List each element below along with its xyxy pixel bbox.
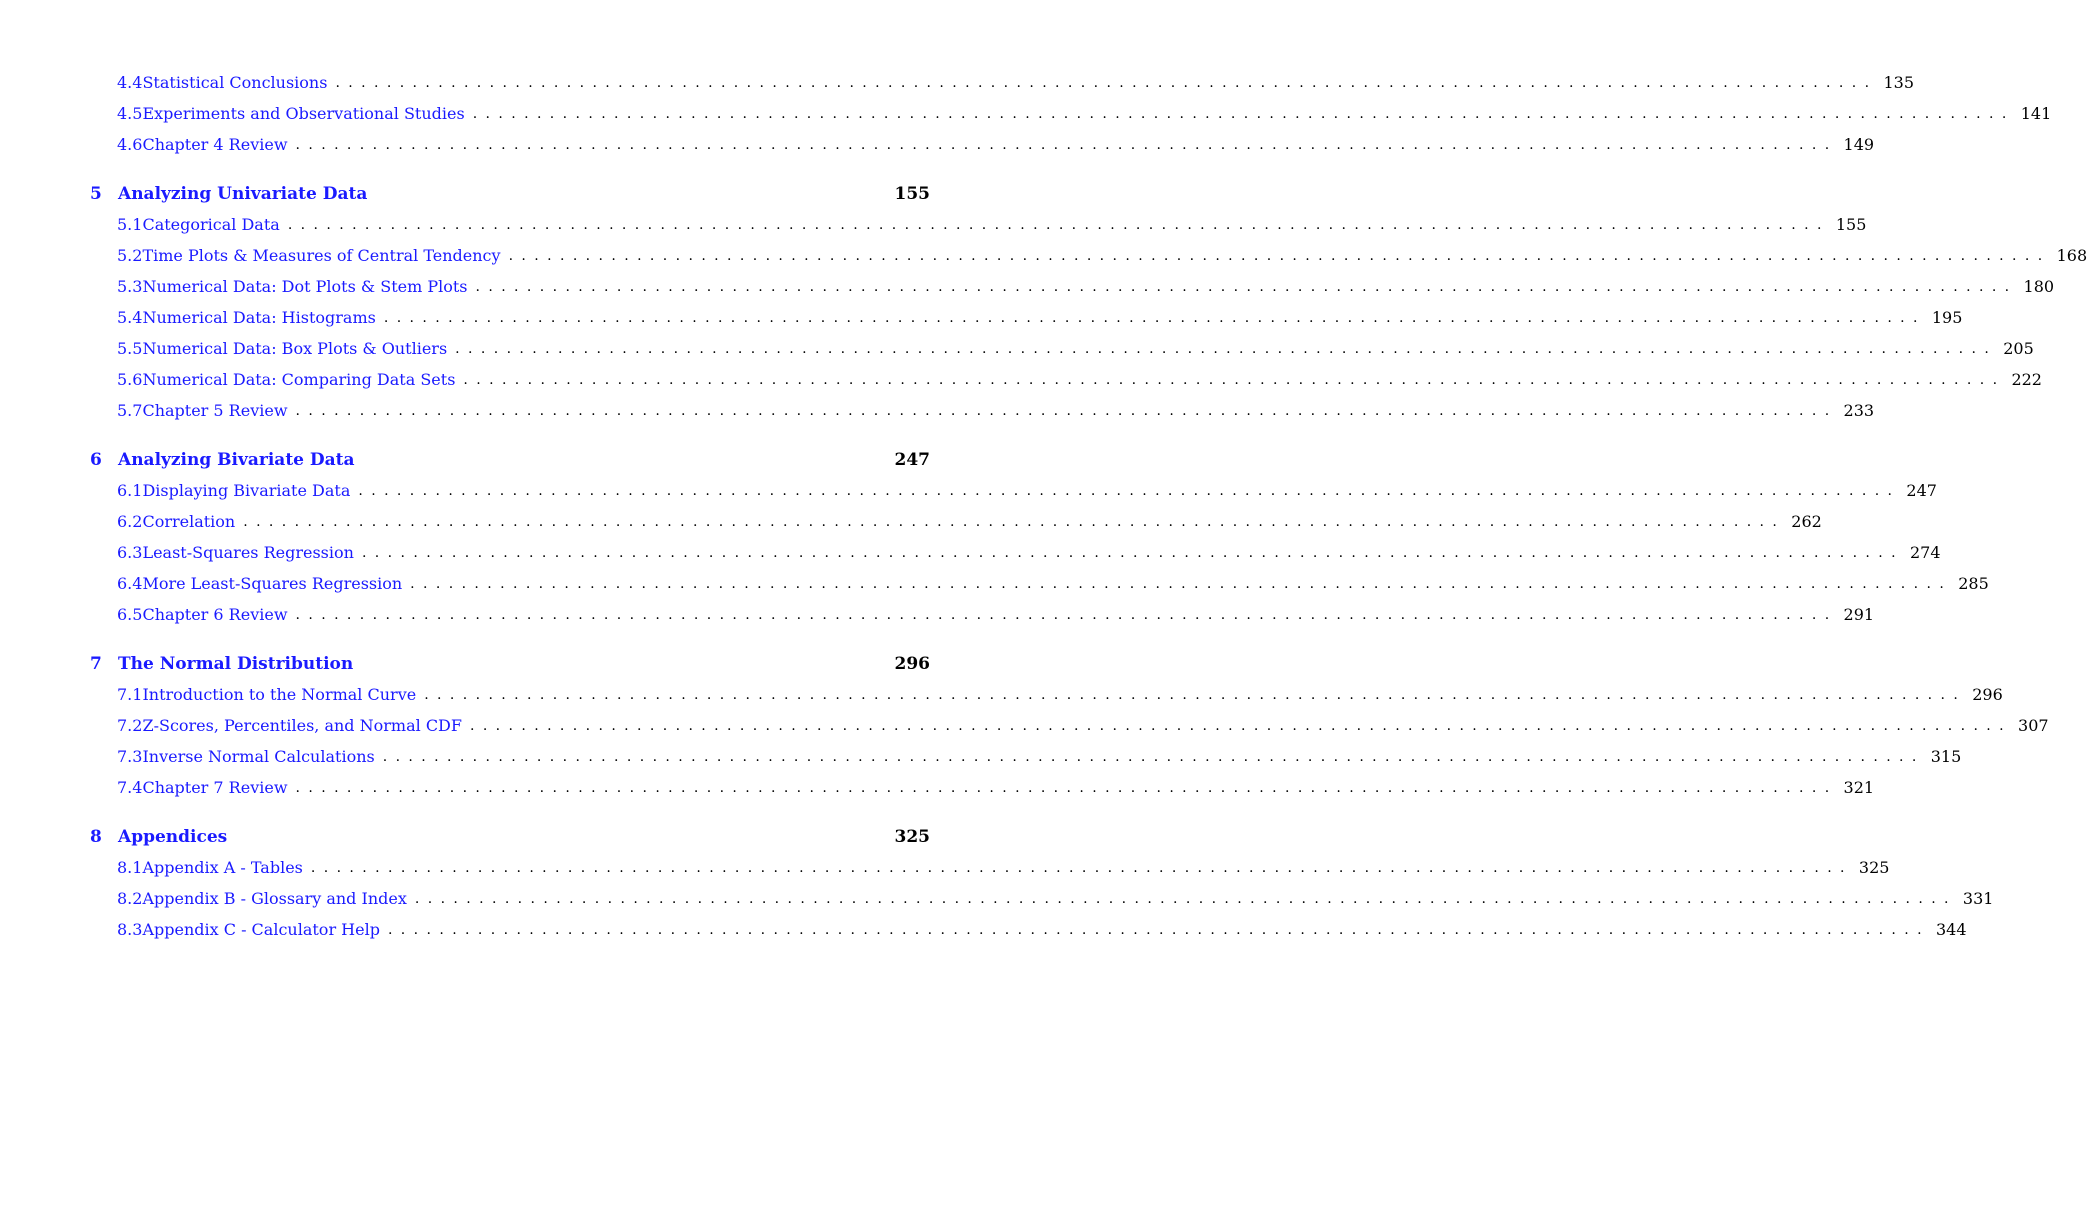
entry-number[interactable]: 5 — [90, 183, 102, 204]
entry-title[interactable]: Displaying Bivariate Data — [142, 481, 351, 500]
entry-page-number[interactable]: 247 — [1906, 481, 1937, 500]
dot-leader: ........................................................................................................................ — [361, 544, 1904, 561]
dot-leader: ........................................................................................................................ — [310, 859, 1853, 876]
entry-title[interactable]: Appendix C - Calculator Help — [142, 920, 380, 939]
toc-section-entry[interactable] — [90, 333, 2034, 364]
toc-section-entry[interactable] — [90, 271, 2055, 302]
toc-section-entry[interactable] — [90, 883, 1994, 914]
toc-section-entry[interactable] — [90, 710, 2049, 741]
toc-section-entry[interactable] — [90, 568, 1989, 599]
dot-leader: ........................................................................................................................ — [424, 686, 1967, 703]
entry-page-number[interactable]: 168 — [2056, 246, 2087, 265]
entry-page-number[interactable]: 135 — [1883, 73, 1915, 92]
entry-number[interactable]: 4.5 — [117, 104, 143, 123]
toc-chapter-entry[interactable] — [90, 444, 930, 475]
entry-number[interactable]: 7.1 — [117, 685, 143, 704]
entry-title[interactable]: Analyzing Univariate Data — [118, 183, 368, 204]
entry-number[interactable]: 5.4 — [117, 308, 143, 327]
entry-page-number[interactable]: 285 — [1958, 574, 1989, 593]
toc-section-entry[interactable] — [90, 537, 1941, 568]
dot-leader: ........................................................................................................................ — [472, 105, 2015, 122]
toc-section-entry[interactable] — [90, 240, 2087, 271]
entry-number[interactable]: 8.1 — [117, 858, 143, 877]
entry-number[interactable]: 7.3 — [117, 747, 143, 766]
entry-title[interactable]: Z-Scores, Percentiles, and Normal CDF — [142, 716, 462, 735]
toc-chapter-entry[interactable] — [90, 821, 930, 852]
entry-title[interactable]: Numerical Data: Dot Plots & Stem Plots — [142, 277, 468, 296]
entry-title[interactable]: Chapter 4 Review — [142, 135, 288, 154]
toc-section-entry[interactable] — [90, 67, 1915, 98]
entry-title[interactable]: The Normal Distribution — [118, 653, 354, 674]
entry-page-number[interactable]: 325 — [1858, 858, 1890, 877]
dot-leader: ........................................................................................................................ — [295, 779, 1838, 796]
entry-number[interactable]: 6.5 — [117, 605, 143, 624]
entry-number[interactable]: 5.5 — [117, 339, 143, 358]
entry-page-number[interactable]: 149 — [1843, 135, 1875, 154]
toc-section-entry[interactable] — [90, 772, 1875, 803]
entry-number[interactable]: 7.2 — [117, 716, 143, 735]
entry-number[interactable]: 6.4 — [117, 574, 143, 593]
entry-number[interactable]: 6.1 — [117, 481, 143, 500]
dot-leader: ........................................................................................................................ — [475, 278, 2018, 295]
entry-page-number[interactable]: 307 — [2018, 716, 2049, 735]
dot-leader: ........................................................................................................................ — [463, 371, 2006, 388]
entry-title[interactable]: Inverse Normal Calculations — [142, 747, 375, 766]
entry-title[interactable]: Appendix B - Glossary and Index — [142, 889, 407, 908]
entry-title[interactable]: Correlation — [142, 512, 236, 531]
entry-page-number[interactable]: 155 — [1835, 215, 1867, 234]
toc-section-entry[interactable] — [90, 302, 1963, 333]
entry-page-number[interactable]: 205 — [2003, 339, 2034, 358]
entry-number[interactable]: 5.3 — [117, 277, 143, 296]
entry-number[interactable]: 7 — [90, 653, 102, 674]
entry-page-number[interactable]: 180 — [2023, 277, 2055, 296]
entry-page-number[interactable]: 344 — [1935, 920, 1967, 939]
dot-leader: ........................................................................................................................ — [508, 247, 2051, 264]
dot-leader: ........................................................................................................................ — [383, 309, 1926, 326]
entry-title[interactable]: Chapter 5 Review — [142, 401, 288, 420]
entry-page-number[interactable]: 274 — [1909, 543, 1941, 562]
entry-title[interactable]: Introduction to the Normal Curve — [142, 685, 417, 704]
toc-section-entry[interactable] — [90, 852, 1890, 883]
entry-number[interactable]: 8 — [90, 826, 102, 847]
entry-page-number[interactable]: 141 — [2020, 104, 2052, 123]
toc-section-entry[interactable] — [90, 364, 2042, 395]
entry-number[interactable]: 5.6 — [117, 370, 143, 389]
toc-section-entry[interactable] — [90, 679, 2003, 710]
entry-title[interactable]: Chapter 7 Review — [142, 778, 288, 797]
entry-page-number[interactable]: 321 — [1843, 778, 1875, 797]
toc-section-entry[interactable] — [90, 475, 1937, 506]
dot-leader: ........................................................................................................................ — [358, 482, 1901, 499]
dot-leader: ........................................................................................................................ — [382, 748, 1925, 765]
entry-number[interactable]: 8.3 — [117, 920, 143, 939]
toc-section-entry[interactable] — [90, 914, 1967, 945]
entry-title[interactable]: Numerical Data: Comparing Data Sets — [142, 370, 456, 389]
entry-page-number[interactable]: 331 — [1962, 889, 1994, 908]
entry-title[interactable]: Analyzing Bivariate Data — [118, 449, 355, 470]
toc-chapter-entry[interactable] — [90, 178, 930, 209]
entry-number[interactable]: 4.4 — [117, 73, 143, 92]
entry-title[interactable]: Appendix A - Tables — [142, 858, 303, 877]
entry-page-number[interactable]: 247 — [894, 449, 930, 470]
dot-leader: ........................................................................................................................ — [410, 575, 1953, 592]
entry-number[interactable]: 7.4 — [117, 778, 143, 797]
toc-section-entry[interactable] — [90, 741, 1962, 772]
toc-section-entry[interactable] — [90, 98, 2052, 129]
entry-title[interactable]: More Least-Squares Regression — [142, 574, 403, 593]
entry-number[interactable]: 6.2 — [117, 512, 143, 531]
entry-title[interactable]: Categorical Data — [142, 215, 280, 234]
toc-chapter-entry[interactable] — [90, 648, 930, 679]
entry-number[interactable]: 5.1 — [117, 215, 143, 234]
entry-page-number[interactable]: 296 — [894, 653, 930, 674]
entry-page-number[interactable]: 262 — [1791, 512, 1822, 531]
dot-leader: ........................................................................................................................ — [469, 717, 2013, 734]
entry-number[interactable]: 8.2 — [117, 889, 143, 908]
dot-leader: ........................................................................................................................ — [243, 513, 1786, 530]
toc-section-entry[interactable] — [90, 599, 1875, 630]
toc-section-entry[interactable] — [90, 395, 1875, 426]
entry-title[interactable]: Numerical Data: Histograms — [142, 308, 376, 327]
dot-leader: ........................................................................................................................ — [455, 340, 1998, 357]
toc-section-entry[interactable] — [90, 129, 1875, 160]
entry-page-number[interactable]: 233 — [1843, 401, 1875, 420]
entry-page-number[interactable]: 195 — [1931, 308, 1963, 327]
dot-leader: ........................................................................................................................ — [295, 606, 1838, 623]
entry-number[interactable]: 5.2 — [117, 246, 143, 265]
dot-leader: ........................................................................................................................ — [287, 216, 1830, 233]
entry-page-number[interactable]: 222 — [2011, 370, 2042, 389]
dot-leader: ........................................................................................................................ — [295, 136, 1838, 153]
entry-number[interactable]: 5.7 — [117, 401, 143, 420]
entry-page-number[interactable]: 296 — [1972, 685, 2003, 704]
entry-title[interactable]: Time Plots & Measures of Central Tendency — [142, 246, 501, 265]
table-of-contents — [90, 67, 2087, 945]
entry-number[interactable]: 6 — [90, 449, 102, 470]
entry-page-number[interactable]: 291 — [1843, 605, 1875, 624]
toc-section-entry[interactable] — [90, 506, 1822, 537]
entry-title[interactable]: Appendices — [118, 826, 228, 847]
entry-page-number[interactable]: 155 — [894, 183, 930, 204]
toc-section-entry[interactable] — [90, 209, 1867, 240]
dot-leader: ........................................................................................................................ — [387, 921, 1930, 938]
entry-page-number[interactable]: 315 — [1930, 747, 1962, 766]
dot-leader: ........................................................................................................................ — [295, 402, 1838, 419]
entry-number[interactable]: 6.3 — [117, 543, 143, 562]
dot-leader: ........................................................................................................................ — [414, 890, 1957, 907]
entry-title[interactable]: Statistical Conclusions — [142, 73, 328, 92]
entry-title[interactable]: Least-Squares Regression — [142, 543, 354, 562]
entry-number[interactable]: 4.6 — [117, 135, 143, 154]
dot-leader: ........................................................................................................................ — [335, 74, 1878, 91]
entry-page-number[interactable]: 325 — [894, 826, 930, 847]
entry-title[interactable]: Chapter 6 Review — [142, 605, 288, 624]
entry-title[interactable]: Numerical Data: Box Plots & Outliers — [142, 339, 448, 358]
entry-title[interactable]: Experiments and Observational Studies — [142, 104, 465, 123]
